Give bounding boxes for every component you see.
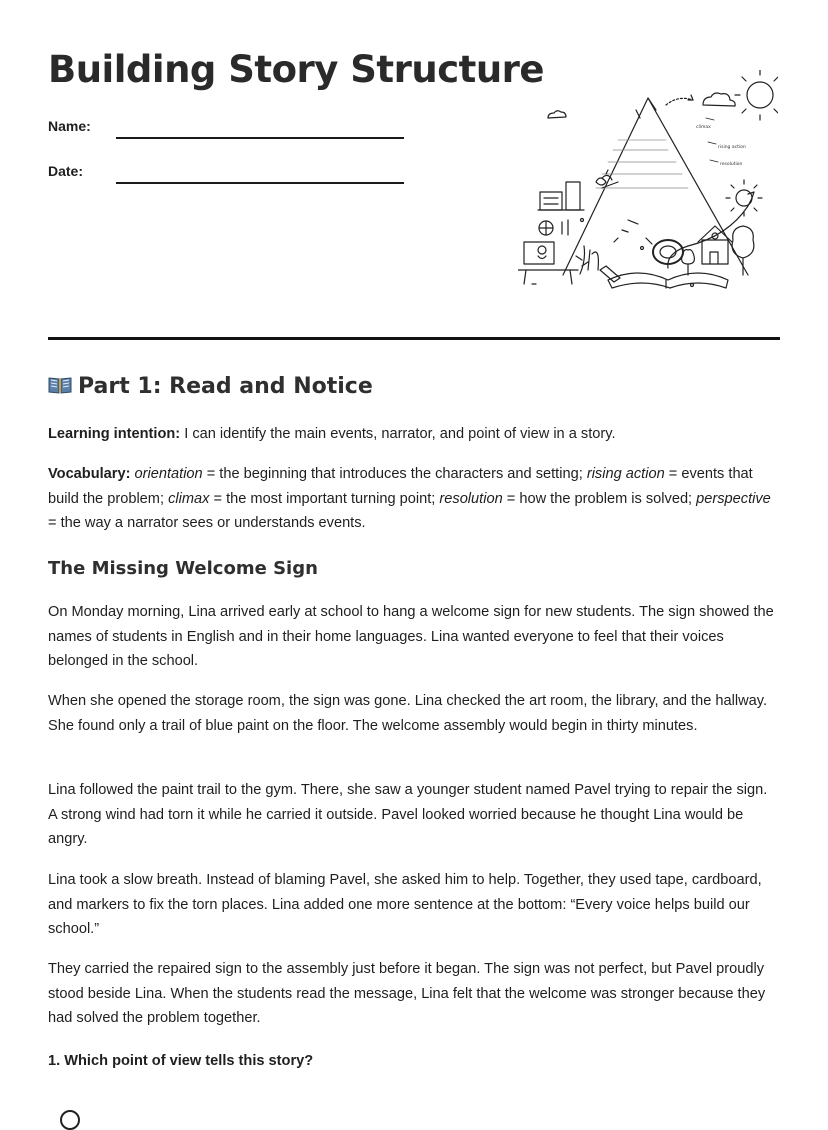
vocab-def: = the way a narrator sees or understands events. bbox=[48, 515, 366, 531]
date-line[interactable] bbox=[116, 182, 404, 184]
date-field[interactable] bbox=[48, 163, 116, 179]
vocab-term: orientation bbox=[134, 466, 203, 482]
label-rising-action: rising action bbox=[718, 145, 746, 150]
name-field[interactable] bbox=[48, 118, 116, 134]
section-divider bbox=[48, 337, 780, 340]
name-line[interactable] bbox=[116, 137, 404, 139]
label-resolution: resolution bbox=[720, 162, 743, 167]
small-cloud-icon bbox=[548, 111, 566, 118]
story-paragraph: They carried the repaired sign to the assembly just before it began. The sign was not perfect, but Pavel proudly stood beside Lina. When the students read the message, Lina felt that the welcome was stronger because they had solved the problem together. bbox=[48, 961, 766, 1026]
story-paragraph: Lina followed the paint trail to the gym. There, she saw a younger student named Pavel trying to repair the sign. A strong wind had torn it while he carried it outside. Pavel looked worried because he thought Lina would be angry. bbox=[48, 782, 768, 847]
story-paragraph: When she opened the storage room, the sign was gone. Lina checked the art room, the library, and the hallway. She found only a trail of blue paint on the floor. The welcome assembly would begin in thirty minutes. bbox=[48, 693, 768, 734]
name-label: Name: bbox=[48, 118, 91, 134]
cloud-icon bbox=[703, 93, 735, 106]
question-1 bbox=[48, 1053, 313, 1069]
vocab-term: climax bbox=[168, 490, 210, 507]
story-title: The Missing Welcome Sign bbox=[48, 558, 318, 579]
vocab-def: = how the problem is solved; bbox=[502, 490, 697, 507]
page-title: Building Story Structure bbox=[48, 48, 545, 91]
question-number: 1. bbox=[48, 1053, 61, 1069]
vocab-term: perspective bbox=[696, 490, 771, 507]
vocabulary bbox=[48, 462, 778, 536]
learning-intention-text: I can identify the main events, narrator, and point of view in a story. bbox=[180, 426, 616, 442]
mountain-outline bbox=[563, 98, 748, 275]
vocab-def: = the most important turning point; bbox=[209, 490, 440, 507]
date-label: Date: bbox=[48, 163, 84, 179]
open-book-icon bbox=[48, 376, 72, 394]
learning-intention bbox=[48, 422, 778, 447]
story-paragraph: Lina took a slow breath. Instead of blaming Pavel, she asked him to help. Together, they used tape, cardboard, and markers to fix the torn places. Lina added one more sentence at the bottom: “Every voice helps build our school.” bbox=[48, 872, 762, 937]
label-climax: climax bbox=[696, 125, 711, 130]
part-1-title: Part 1: Read and Notice bbox=[78, 374, 373, 399]
answer-radio[interactable] bbox=[60, 1110, 80, 1130]
vocab-def: = events that build the problem; bbox=[48, 466, 753, 507]
question-text: Which point of view tells this story? bbox=[64, 1053, 314, 1069]
sun-icon bbox=[747, 82, 773, 108]
vocab-term: rising action bbox=[586, 466, 665, 482]
vocabulary-label: Vocabulary: bbox=[48, 466, 131, 482]
story-mountain-illustration bbox=[518, 70, 778, 300]
part-1-heading bbox=[48, 374, 373, 399]
vocab-term: resolution bbox=[439, 490, 503, 507]
story-paragraph: On Monday morning, Lina arrived early at school to hang a welcome sign for new students. The sign showed the names of students in English and in their home languages. Lina wanted everyone to feel that their voices belonged in the school. bbox=[48, 604, 774, 669]
learning-intention-label: Learning intention: bbox=[48, 426, 181, 442]
vocab-def: = the beginning that introduces the characters and setting; bbox=[202, 466, 587, 482]
open-book-drawing bbox=[608, 273, 728, 288]
